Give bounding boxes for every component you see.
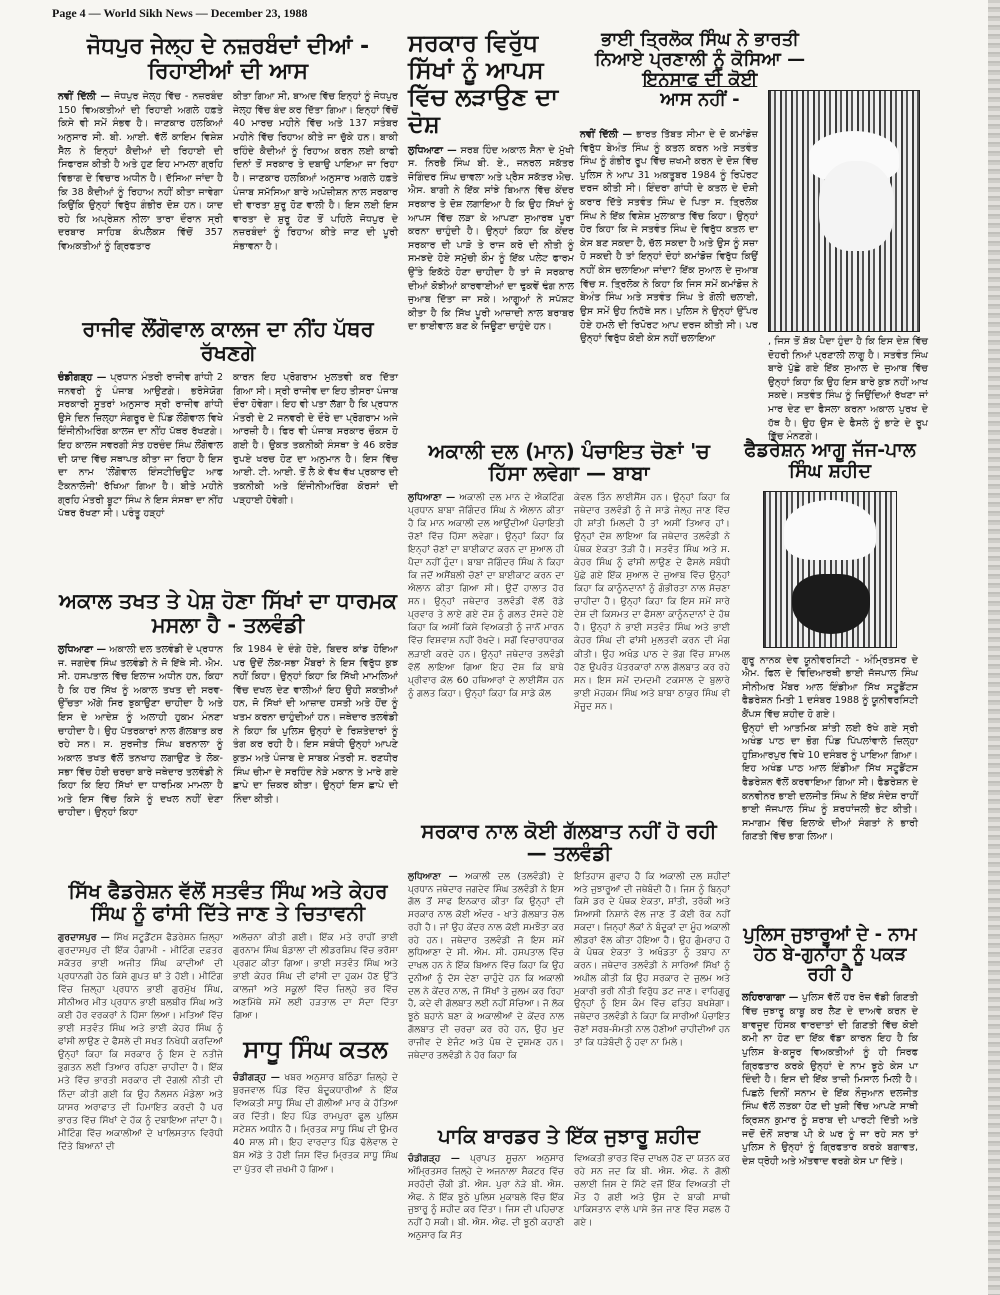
- body-text: ਕੇਵਲ ਤਿੰਨ ਲਾਈਸੈਂਸ ਹਨ। ਉਨ੍ਹਾਂ ਕਿਹਾ ਕਿ ਜਥੇਦਾਰ ਤਲਵੰਡੀ ਨੂੰ ਜੇ ਸਾਡੇ ਜੇਲ੍ਹ ਜਾਣ ਵਿੱਚ ਹੀ ਸ਼ਾਂਤੀ ਮਿਲਦੀ ਹੈ ਤਾਂ ਅਸੀਂ ਤਿਆਰ ਹਾਂ। ਉਨ੍ਹਾਂ ਦੋਸ਼ ਲਾਇਆ ਕਿ ਜਥੇਦਾਰ ਤਲਵੰਡੀ ਨੇ ਪੰਥਕ ਏਕਤਾ ਤੋੜੀ ਹੈ। ਸਤਵੰਤ ਸਿੰਘ ਅਤੇ ਸ. ਕੇਹਰ ਸਿੰਘ ਨੂੰ ਫਾਂਸੀ ਲਾਉਣ ਦੇ ਫੈਸਲੇ ਸਬੰਧੀ ਪੁੱਛੇ ਗਏ ਇੱਕ ਸੁਆਲ ਦੇ ਜੁਆਬ ਵਿੱਚ ਉਨ੍ਹਾਂ ਕਿਹਾ ਕਿ ਕਾਨੂੰਨਦਾਨਾਂ ਨੂੰ ਗੰਭੀਰਤਾ ਨਾਲ ਸੋਚਣਾ ਚਾਹੀਦਾ ਹੈ। ਉਨ੍ਹਾਂ ਕਿਹਾ ਕਿ ਇਸ ਸਮੇਂ ਸਾਰੇ ਦੇਸ਼ ਦੀ ਕਿਸਮਤ ਦਾ ਫੈਸਲਾ ਕਾਨੂੰਨਦਾਨਾਂ ਦੇ ਹੱਥ ਹੈ। ਉਨ੍ਹਾਂ ਨੇ ਭਾਈ ਸਤਵੰਤ ਸਿੰਘ ਅਤੇ ਭਾਈ ਕੇਹਰ ਸਿੰਘ ਦੀ ਫਾਂਸੀ ਮੁਲਤਵੀ ਕਰਨ ਦੀ ਮੰਗ ਕੀਤੀ। ਉਹ ਅਖੰਡ ਪਾਠ ਦੇ ਭੋਗ ਵਿੱਚ ਸ਼ਾਮਲ ਹੋਣ ਉਪਰੰਤ ਪੱਤਰਕਾਰਾਂ ਨਾਲ ਗੱਲਬਾਤ ਕਰ ਰਹੇ ਸਨ। ਇਸ ਸਮੇਂ ਦਮਦਮੀ ਟਕਸਾਲ ਦੇ ਬੁਲਾਰੇ ਭਾਈ ਮੋਹਕਮ ਸਿੰਘ ਅਤੇ ਬਾਬਾ ਠਾਕੁਰ ਸਿੰਘ ਵੀ ਮੌਜੂਦ ਸਨ।: [574, 491, 730, 712]
- column: [58, 90, 223, 253]
- headline-part: ਆਸ ਨਹੀਂ -: [660, 89, 740, 111]
- article-no-talks: [408, 820, 730, 1062]
- headline: ਪਾਕਿ ਬਾਰਡਰ ਤੇ ਇੱਕ ਜੁਝਾਰੂ ਸ਼ਹੀਦ: [438, 1124, 700, 1148]
- body-text: ਅਕਾਲੀ ਦਲ (ਤਲਵੰਡੀ) ਦੇ ਪ੍ਰਧਾਨ ਜਥੇਦਾਰ ਜਗਦੇਵ ਸਿੰਘ ਤਲਵੰਡੀ ਨੇ ਇਸ ਗੱਲ ਤੋਂ ਸਾਫ ਇਨਕਾਰ ਕੀਤਾ ਕਿ ਉਨ੍ਹਾਂ ਦੀ ਸਰਕਾਰ ਨਾਲ ਕੋਈ ਅੰਦਰ - ਖਾਤੇ ਗੱਲਬਾਤ ਚੱਲ ਰਹੀ ਹੈ। ਜਾਂ ਉਹ ਕੇਂਦਰ ਨਾਲ ਕੋਈ ਸਮਝੌਤਾ ਕਰ ਰਹੇ ਹਨ। ਜਥੇਦਾਰ ਤਲਵੰਡੀ ਜੋ ਇਸ ਸਮੇਂ ਲੁਧਿਆਣਾ ਦੇ ਸੀ. ਐਮ. ਸੀ. ਹਸਪਤਾਲ ਵਿੱਚ ਦਾਖਲ ਹਨ ਨੇ ਇੱਕ ਬਿਆਨ ਵਿੱਚ ਕਿਹਾ ਕਿ ਉਹ ਦੁਨੀਆਂ ਨੂੰ ਦੱਸ ਦੇਣਾ ਚਾਹੁੰਦੇ ਹਨ ਕਿ ਅਕਾਲੀ ਦਲ ਨੇ ਕੇਂਦਰ ਨਾਲ, ਜੋ ਸਿੱਖਾਂ ਤੇ ਜ਼ੁਲਮ ਕਰ ਰਿਹਾ ਹੈ, ਕਦੇ ਵੀ ਗੱਲਬਾਤ ਲਈ ਨਹੀਂ ਸੋਚਿਆ। ਜੋ ਲੋਕ ਝੂਠੇ ਬਹਾਨੇ ਬਣਾ ਕੇ ਅਕਾਲੀਆਂ ਦੇ ਕੇਂਦਰ ਨਾਲ ਗੱਲਬਾਤ ਦੀ ਚਰਚਾ ਕਰ ਰਹੇ ਹਨ, ਉਹ ਖੁਦ ਰਾਜੀਵ ਦੇ ਏਜੰਟ ਅਤੇ ਪੰਥ ਦੇ ਦੁਸ਼ਮਣ ਹਨ। ਜਥੇਦਾਰ ਤਲਵੰਡੀ ਨੇ ਹੋਰ ਕਿਹਾ ਕਿ: [408, 871, 564, 1061]
- headline: ਸਰਕਾਰ ਨਾਲ ਕੋਈ ਗੱਲਬਾਤ ਨਹੀਂ ਹੋ ਰਹੀ — ਤਲਵੰਡੀ: [421, 819, 717, 866]
- dateline: ਚੰਡੀਗੜ੍ਹ —: [408, 1154, 460, 1165]
- article-akali-panchayat: [408, 440, 730, 713]
- column: [580, 128, 758, 346]
- dateline: ਨਵੀਂ ਦਿੱਲੀ —: [580, 129, 633, 140]
- body-text: ਅਲੋਚਨਾ ਕੀਤੀ ਗਈ। ਇੱਕ ਮਤੇ ਰਾਹੀਂ ਭਾਈ ਗੁਰਨਾਮ ਸਿੰਘ ਬੰਡਾਲਾ ਦੀ ਲੀਡਰਸ਼ਿਪ ਵਿੱਚ ਭਰੋਸਾ ਪ੍ਰਗਟ ਕੀਤਾ ਗਿਆ। ਭਾਈ ਸਤਵੰਤ ਸਿੰਘ ਅਤੇ ਭਾਈ ਕੇਹਰ ਸਿੰਘ ਦੀ ਫਾਂਸੀ ਦਾ ਹੁਕਮ ਹੋਣ ਉੱਤੇ ਕਾਲਜਾਂ ਅਤੇ ਸਕੂਲਾਂ ਵਿੱਚ ਜ਼ਿਲ੍ਹੇ ਭਰ ਵਿੱਚ ਅਣਮਿੱਥੇ ਸਮੇਂ ਲਈ ਹੜਤਾਲ ਦਾ ਸੱਦਾ ਦਿੱਤਾ ਗਿਆ।: [233, 931, 398, 1022]
- headline: ਸਿੱਖ ਫੈਡਰੇਸ਼ਨ ਵੱਲੋਂ ਸਤਵੰਤ ਸਿੰਘ ਅਤੇ ਕੇਹਰ ਸਿੰਘ ਨੂੰ ਫਾਂਸੀ ਦਿੱਤੇ ਜਾਣ ਤੇ ਚਿਤਾਵਨੀ: [68, 879, 388, 926]
- headline: ਅਕਾਲ ਤਖਤ ਤੇ ਪੇਸ਼ ਹੋਣਾ ਸਿੱਖਾਂ ਦਾ ਧਾਰਮਕ ਮਸਲਾ ਹੈ - ਤਲਵੰਡੀ: [59, 589, 397, 637]
- column: [58, 371, 223, 521]
- headline: ਸਰਕਾਰ ਵਿਰੁੱਧ ਸਿੱਖਾਂ ਨੂੰ ਆਪਸ ਵਿੱਚ ਲੜਾਉਣ ਦਾ ਦੋਸ਼: [408, 29, 559, 138]
- column: [233, 643, 398, 820]
- dateline: ਲੁਧਿਆਣਾ —: [408, 491, 456, 503]
- body-text: , ਜਿਸ ਤੋਂ ਸ਼ੱਕ ਪੈਦਾ ਹੁੰਦਾ ਹੈ ਕਿ ਇਸ ਦੇਸ਼ ਵਿੱਚ ਦੋਹਰੀ ਨਿਆਂ ਪ੍ਰਣਾਲੀ ਲਾਗੂ ਹੈ। ਸਤਵੰਤ ਸਿੰਘ ਬਾਰੇ ਪੁੱਛੇ ਗਏ ਇੱਕ ਸੁਆਲ ਦੇ ਜੁਆਬ ਵਿੱਚ ਉਨ੍ਹਾਂ ਕਿਹਾ ਕਿ ਉਹ ਇਸ ਬਾਰੇ ਕੁਝ ਨਹੀਂ ਆਖ ਸਕਦੇ। ਸਤਵੰਤ ਸਿੰਘ ਨੂੰ ਜਿਉਂਦਿਆਂ ਰੱਖਣਾ ਜਾਂ ਮਾਰ ਦੇਣ ਦਾ ਫੈਸਲਾ ਕਰਨਾ ਅਕਾਲ ਪੁਰਖ ਦੇ ਹੱਥ ਹੈ। ਉਹ ਉਸ ਦੇ ਫੈਸਲੇ ਨੂੰ ਭਾਣੇ ਦੇ ਰੂਪ ਵਿੱਚ ਮੰਨਣਗੇ।: [768, 336, 928, 443]
- body-text: ਕੀਤਾ ਗਿਆ ਸੀ, ਬਾਅਦ ਵਿੱਚ ਇਨ੍ਹਾਂ ਨੂੰ ਜੋਧਪੁਰ ਜੇਲ੍ਹ ਵਿੱਚ ਬੰਦ ਕਰ ਦਿੱਤਾ ਗਿਆ। ਇਨ੍ਹਾਂ ਵਿੱਚੋਂ 40 ਮਾਰਚ ਮਹੀਨੇ ਵਿੱਚ ਅਤੇ 137 ਸਤੰਬਰ ਮਹੀਨੇ ਵਿੱਚ ਰਿਹਾਅ ਕੀਤੇ ਜਾ ਚੁੱਕੇ ਹਨ। ਬਾਕੀ ਰਹਿੰਦੇ ਕੈਦੀਆਂ ਨੂੰ ਰਿਹਾਅ ਕਰਨ ਲਈ ਕਾਫੀ ਦਿਨਾਂ ਤੋਂ ਸਰਕਾਰ ਤੇ ਦਬਾਉ ਪਾਇਆ ਜਾ ਰਿਹਾ ਹੈ। ਜਾਣਕਾਰ ਹਲਕਿਆਂ ਅਨੁਸਾਰ ਅਗਲੇ ਹਫ਼ਤੇ ਪੰਜਾਬ ਸਮੱਸਿਆ ਬਾਰੇ ਅਪੋਜ਼ੀਸ਼ਨ ਨਾਲ ਸਰਕਾਰ ਦੀ ਵਾਰਤਾ ਸ਼ੁਰੂ ਹੋਣ ਵਾਲੀ ਹੈ। ਇਸ ਲਈ ਇਸ ਵਾਰਤਾ ਦੇ ਸ਼ੁਰੂ ਹੋਣ ਤੋਂ ਪਹਿਲੇ ਜੋਧਪੁਰ ਦੇ ਨਜ਼ਰਬੰਦਾਂ ਨੂੰ ਰਿਹਾਅ ਕੀਤੇ ਜਾਣ ਦੀ ਪੂਰੀ ਸੰਭਾਵਨਾ ਹੈ।: [233, 91, 398, 252]
- dateline: ਲੁਧਿਆਣਾ —: [58, 644, 107, 656]
- page-folio: Page 4 — World Sikh News — December 23, 1988: [52, 6, 308, 20]
- column: [742, 991, 918, 1168]
- column: [574, 871, 730, 1062]
- dateline: ਗੁਰਦਾਸਪੁਰ —: [58, 931, 110, 943]
- photo-turban: [784, 500, 876, 560]
- body-text: ਜੋਧਪੁਰ ਜੇਲ੍ਹ ਵਿੱਚ - ਨਜ਼ਰਬੰਦ 150 ਵਿਅਕਤੀਆਂ ਦੀ ਰਿਹਾਈ ਅਗਲੇ ਹਫ਼ਤੇ ਕਿਸੇ ਵੀ ਸਮੇਂ ਸੰਭਵ ਹੈ। ਜਾਣਕਾਰ ਹਲਕਿਆਂ ਅਨੁਸਾਰ ਸੀ. ਬੀ. ਆਈ. ਵੱਲੋਂ ਕਾਇਮ ਵਿਸ਼ੇਸ਼ ਸੈੱਲ ਨੇ ਇਨ੍ਹਾਂ ਕੈਦੀਆਂ ਦੀ ਰਿਹਾਈ ਦੀ ਸਿਫਾਰਸ਼ ਕੀਤੀ ਹੈ ਅਤੇ ਹੁਣ ਇਹ ਮਾਮਲਾ ਗ੍ਰਹਿ ਵਿਭਾਗ ਦੇ ਵਿਚਾਰ ਅਧੀਨ ਹੈ। ਦੱਸਿਆ ਜਾਂਦਾ ਹੈ ਕਿ 38 ਕੈਦੀਆਂ ਨੂੰ ਰਿਹਾਅ ਨਹੀਂ ਕੀਤਾ ਜਾਵੇਗਾ ਕਿਉਂਕਿ ਉਨ੍ਹਾਂ ਵਿਰੁੱਧ ਗੰਭੀਰ ਦੋਸ਼ ਹਨ। ਯਾਦ ਰਹੇ ਕਿ ਅਪ੍ਰੇਸ਼ਨ ਨੀਲਾ ਤਾਰਾ ਦੌਰਾਨ ਸ੍ਰੀ ਦਰਬਾਰ ਸਾਹਿਬ ਕੰਪਲੈਕਸ ਵਿੱਚੋਂ 357 ਵਿਅਕਤੀਆਂ ਨੂੰ ਗ੍ਰਿਫਤਾਰ: [58, 91, 223, 252]
- headline-sadhu-singh: ਸਾਧੂ ਸਿੰਘ ਕਤਲ: [243, 1035, 388, 1064]
- dateline: ਲੁਧਿਆਣਾ —: [408, 144, 457, 156]
- article-trilok: [580, 29, 980, 443]
- body-text: ਕਿ 1984 ਦੇ ਦੰਗੇ ਹੋਏ, ਬਿਦਰ ਕਾਂਡ ਹੋਇਆ ਪਰ ਉਦੋਂ ਲੋਕ-ਸਭਾ ਮੈਂਬਰਾਂ ਨੇ ਇਸ ਵਿਰੁੱਧ ਕੁਝ ਨਹੀਂ ਕਿਹਾ। ਉਨ੍ਹਾਂ ਕਿਹਾ ਕਿ ਸਿੱਖੀ ਮਾਮਲਿਆਂ ਵਿੱਚ ਦਖਲ ਦੇਣ ਵਾਲੀਆਂ ਇਹ ਉਹੀ ਸ਼ਕਤੀਆਂ ਹਨ, ਜੋ ਸਿੱਖਾਂ ਦੀ ਆਜ਼ਾਦ ਹਸਤੀ ਅਤੇ ਹੋਂਦ ਨੂੰ ਖਤਮ ਕਰਨਾ ਚਾਹੁੰਦੀਆਂ ਹਨ। ਜਥੇਦਾਰ ਤਲਵੰਡੀ ਨੇ ਕਿਹਾ ਕਿ ਪੁਲਿਸ ਉਨ੍ਹਾਂ ਦੇ ਰਿਸ਼ਤੇਦਾਰਾਂ ਨੂੰ ਤੰਗ ਕਰ ਰਹੀ ਹੈ। ਇਸ ਸਬੰਧੀ ਉਨ੍ਹਾਂ ਆਪਣੇ ਕੁਤਮ ਅਤੇ ਪੰਜਾਬ ਦੇ ਸਾਬਕ ਮੰਤਰੀ ਸ. ਰਣਧੀਰ ਸਿੰਘ ਚੀਮਾ ਦੇ ਸਰਹਿੰਦ ਨੇੜੇ ਮਕਾਨ ਤੇ ਮਾਰੇ ਗਏ ਛਾਪੇ ਦਾ ਜ਼ਿਕਰ ਕੀਤਾ। ਉਨ੍ਹਾਂ ਇਸ ਛਾਪੇ ਦੀ ਨਿੰਦਾ ਕੀਤੀ।: [233, 644, 398, 805]
- photo-beard: [792, 574, 870, 634]
- dateline: ਚੰਡੀਗੜ੍ਹ —: [233, 1072, 280, 1084]
- column: [233, 371, 398, 521]
- column: [574, 1153, 730, 1242]
- body-text: ਕਾਰਨ ਇਹ ਪ੍ਰੋਗਰਾਮ ਮੁਲਤਵੀ ਕਰ ਦਿੱਤਾ ਗਿਆ ਸੀ। ਸ੍ਰੀ ਰਾਜੀਵ ਦਾ ਇਹ ਤੀਸਰਾ ਪੰਜਾਬ ਦੌਰਾ ਹੋਵੇਗਾ। ਇਹ ਵੀ ਪਤਾ ਲੱਗਾ ਹੈ ਕਿ ਪ੍ਰਧਾਨ ਮੰਤਰੀ ਦੇ 2 ਜਨਵਰੀ ਦੇ ਦੌਰੇ ਦਾ ਪ੍ਰੋਗਰਾਮ ਅਜੇ ਆਰਜ਼ੀ ਹੈ। ਫਿਰ ਵੀ ਪੰਜਾਬ ਸਰਕਾਰ ਚੌਕਸ ਹੋ ਗਈ ਹੈ। ਉਕਤ ਤਕਨੀਕੀ ਸੰਸਥਾ ਤੇ 46 ਕਰੋੜ ਰੁਪਏ ਖਰਚ ਹੋਣ ਦਾ ਅਨੁਮਾਨ ਹੈ। ਇਸ ਵਿੱਚ ਆਈ. ਟੀ. ਆਈ. ਤੋਂ ਲੈ ਕੇ ਵੱਖ ਵੱਖ ਪ੍ਰਕਾਰ ਦੀ ਤਕਨੀਕੀ ਅਤੇ ਇੰਜੀਨੀਅਰਿੰਗ ਕੋਰਸਾਂ ਦੀ ਪੜ੍ਹਾਈ ਹੋਵੇਗੀ।: [233, 372, 398, 506]
- column: [574, 491, 730, 713]
- column: [408, 491, 564, 713]
- article-jaspal: [742, 440, 918, 844]
- body-text: ਸਿੱਖ ਸਟੂਡੈਂਟਸ ਫੈਡਰੇਸ਼ਨ ਜ਼ਿਲ੍ਹਾ ਗੁਰਦਾਸਪੁਰ ਦੀ ਇੱਕ ਹੰਗਾਮੀ - ਮੀਟਿੰਗ ਦਫ਼ਤਰ ਸਕੱਤਰ ਭਾਈ ਅਜੀਤ ਸਿੰਘ ਕਾਦੀਆਂ ਦੀ ਪ੍ਰਧਾਨਗੀ ਹੇਠ ਕਿਸੇ ਗੁਪਤ ਥਾਂ ਤੇ ਹੋਈ। ਮੀਟਿੰਗ ਵਿੱਚ ਜ਼ਿਲ੍ਹਾ ਪ੍ਰਧਾਨ ਭਾਈ ਗੁਰਮੁੱਖ ਸਿੰਘ, ਸੀਨੀਅਰ ਮੀਤ ਪ੍ਰਧਾਨ ਭਾਈ ਬਲਬੀਰ ਸਿੰਘ ਅਤੇ ਕਈ ਹੋਰ ਵਰਕਰਾਂ ਨੇ ਹਿੱਸਾ ਲਿਆ। ਮਤਿਆਂ ਵਿੱਚ ਭਾਈ ਸਤਵੰਤ ਸਿੰਘ ਅਤੇ ਭਾਈ ਕੇਹਰ ਸਿੰਘ ਨੂੰ ਫਾਂਸੀ ਲਾਉਣ ਦੇ ਫੈਸਲੇ ਦੀ ਸਖਤ ਨਿਖੇਧੀ ਕਰਦਿਆਂ ਉਨ੍ਹਾਂ ਕਿਹਾ ਕਿ ਸਰਕਾਰ ਨੂੰ ਇਸ ਦੇ ਨਤੀਜੇ ਭੁਗਤਨ ਲਈ ਤਿਆਰ ਰਹਿਣਾ ਚਾਹੀਦਾ ਹੈ। ਇੱਕ ਮਤੇ ਵਿੱਚ ਭਾਰਤੀ ਸਰਕਾਰ ਦੀ ਦੋਗਲੀ ਨੀਤੀ ਦੀ ਨਿੰਦਾ ਕੀਤੀ ਗਈ ਕਿ ਉਹ ਨੈਲਸਨ ਮੰਡੇਲਾ ਅਤੇ ਯਾਸਰ ਅਰਾਫਾਤ ਦੀ ਹਿਮਾਇਤ ਕਰਦੀ ਹੈ ਪਰ ਭਾਰਤ ਵਿੱਚ ਸਿੱਖਾਂ ਦੇ ਹੱਕ ਨੂੰ ਦਬਾਇਆ ਜਾਂਦਾ ਹੈ। ਮੀਟਿੰਗ ਵਿੱਚ ਅਕਾਲੀਆਂ ਦੇ ਖਾਲਿਸਤਾਨ ਵਿਰੋਧੀ ਦਿੱਤੇ ਬਿਆਨਾਂ ਦੀ: [58, 931, 223, 1152]
- column: [233, 90, 398, 253]
- dateline: ਲੁਧਿਆਣਾ —: [408, 871, 458, 882]
- article-pak-border: [408, 1125, 730, 1243]
- headline: ਫੈਡਰੇਸ਼ਨ ਆਗੂ ਜੱਜ-ਪਾਲ ਸਿੰਘ ਸ਼ਹੀਦ: [744, 439, 916, 483]
- photo-face: [819, 161, 894, 251]
- body-text: ਪ੍ਰਾਪਤ ਸੂਚਨਾ ਅਨੁਸਾਰ ਅੰਮ੍ਰਿਤਸਰ ਜ਼ਿਲ੍ਹੇ ਦੇ ਅਜਨਾਲਾ ਸੈਕਟਰ ਵਿੱਚ ਸਰਹੱਦੀ ਚੌਂਕੀ ਡੀ. ਐਸ. ਪੁਰਾ ਨੇੜੇ ਬੀ. ਐਸ. ਐਫ. ਨੇ ਇੱਕ ਝੂਠੇ ਪੁਲਿਸ ਮੁਕਾਬਲੇ ਵਿੱਚ ਇੱਕ ਜੁਝਾਰੂ ਨੂੰ ਸ਼ਹੀਦ ਕਰ ਦਿੱਤਾ। ਜਿਸ ਦੀ ਪਹਿਚਾਣ ਨਹੀਂ ਹੋ ਸਕੀ। ਬੀ. ਐਸ. ਐਫ. ਦੀ ਝੂਠੀ ਕਹਾਣੀ ਅਨੁਸਾਰ ਕਿ ਸੱਤ: [408, 1154, 564, 1241]
- headline: ਅਕਾਲੀ ਦਲ (ਮਾਨ) ਪੰਚਾਇਤ ਚੋਣਾਂ 'ਚ ਹਿੱਸਾ ਲਵੇਗਾ — ਬਾਬਾ: [428, 439, 710, 486]
- article-jodhpur: [58, 35, 398, 254]
- photo-jaspal-singh: [763, 491, 897, 648]
- article-sarkar-virudh: [408, 30, 574, 334]
- body-text: ਸਰਬ ਹਿੰਦ ਅਕਾਲ ਸੈਨਾ ਦੇ ਮੁੱਖੀ ਸ. ਨਿਰਭੈ ਸਿੰਘ ਬੀ. ਏ., ਜਨਰਲ ਸਕੱਤਰ ਜੋਗਿੰਦਰ ਸਿੰਘ ਚਾਵਲਾ ਅਤੇ ਪ੍ਰੈਸ ਸਕੱਤਰ ਐਚ. ਐਸ. ਬਾਗੀ ਨੇ ਇੱਕ ਸਾਂਝੇ ਬਿਆਨ ਵਿੱਚ ਕੇਂਦਰ ਸਰਕਾਰ ਤੇ ਦੋਸ਼ ਲਗਾਇਆ ਹੈ ਕਿ ਉਹ ਸਿੱਖਾਂ ਨੂੰ ਆਪਸ ਵਿੱਚ ਲੜਾ ਕੇ ਆਪਣਾ ਸੁਆਰਥ ਪੂਰਾ ਕਰਨਾ ਚਾਹੁੰਦੀ ਹੈ। ਉਨ੍ਹਾਂ ਕਿਹਾ ਕਿ ਕੇਂਦਰ ਸਰਕਾਰ ਦੀ ਪਾੜੋ ਤੇ ਰਾਜ ਕਰੋ ਦੀ ਨੀਤੀ ਨੂੰ ਸਮਝਦੇ ਹੋਏ ਸਮੁੱਚੀ ਕੌਮ ਨੂੰ ਇੱਕ ਪਲੇਟ ਫਾਰਮ ਉੱਤੇ ਇਕੱਠੇ ਹੋਣਾ ਚਾਹੀਦਾ ਹੈ ਤਾਂ ਜੋ ਸਰਕਾਰ ਦੀਆਂ ਕੋਝੀਆਂ ਕਾਰਵਾਈਆਂ ਦਾ ਢੁਕਵੇਂ ਢੰਗ ਨਾਲ ਜੁਆਬ ਦਿੱਤਾ ਜਾ ਸਕੇ। ਆਗੂਆਂ ਨੇ ਸਪੱਸ਼ਟ ਕੀਤਾ ਹੈ ਕਿ ਸਿੱਖ ਪੂਰੀ ਆਜ਼ਾਦੀ ਨਾਲ ਬਰਾਬਰ ਦਾ ਭਾਈਵਾਲ ਬਣ ਕੇ ਜਿਊਣਾ ਚਾਹੁੰਦੇ ਹਨ।: [408, 144, 574, 333]
- scan-edge: [988, 0, 1000, 1295]
- body-text: ਖਬਰ ਅਨੁਸਾਰ ਬਠਿੰਡਾ ਜ਼ਿਲ੍ਹੇ ਦੇ ਬੁਰਜਵਾਲ ਪਿੰਡ ਵਿੱਚ ਬੰਦੂਕਧਾਰੀਆਂ ਨੇ ਇੱਕ ਵਿਅਕਤੀ ਸਾਧੂ ਸਿੰਘ ਦੀ ਗੋਲੀਆਂ ਮਾਰ ਕੇ ਹੱਤਿਆ ਕਰ ਦਿੱਤੀ। ਇਹ ਪਿੰਡ ਰਾਮਪੁਰਾ ਫੂਲ ਪੁਲਿਸ ਸਟੇਸ਼ਨ ਅਧੀਨ ਹੈ। ਮ੍ਰਿਤਕ ਸਾਧੂ ਸਿੰਘ ਦੀ ਉਮਰ 40 ਸਾਲ ਸੀ। ਇਹ ਵਾਰਦਾਤ ਪਿੰਡ ਢੱਲੇਵਾਲ ਦੇ ਬੱਸ ਅੱਡੇ ਤੇ ਹੋਈ ਜਿਸ ਵਿੱਚ ਮ੍ਰਿਤਕ ਸਾਧੂ ਸਿੰਘ ਦਾ ਪੁੱਤਰ ਵੀ ਜ਼ਖਮੀ ਹੋ ਗਿਆ।: [233, 1072, 399, 1175]
- column: [408, 871, 564, 1062]
- column: [408, 1153, 564, 1242]
- dateline: ਚੰਡੀਗੜ੍ਹ —: [58, 372, 107, 384]
- column: [742, 654, 918, 845]
- headline: ਜੋਧਪੁਰ ਜੇਲ੍ਹ ਦੇ ਨਜ਼ਰਬੰਦਾਂ ਦੀਆਂ - ਰਿਹਾਈਆਂ ਦੀ ਆਸ: [86, 34, 370, 84]
- dateline: ਨਵੀਂ ਦਿੱਲੀ —: [58, 91, 111, 103]
- column: [408, 144, 574, 335]
- headline: ਰਾਜੀਵ ਲੌਂਗੋਵਾਲ ਕਾਲਜ ਦਾ ਨੀਂਹ ਪੱਥਰ ਰੱਖਣਗੇ: [82, 317, 374, 365]
- column: [233, 931, 398, 1176]
- article-rajiv: [58, 318, 398, 521]
- column: [768, 335, 928, 444]
- body-text: ਪੁਲਿਸ ਵੱਲੋਂ ਹਰ ਰੋਜ਼ ਵੱਡੀ ਗਿਣਤੀ ਵਿੱਚ ਜੁਝਾਰੂ ਕਾਬੂ ਕਰ ਲੈਣ ਦੇ ਦਾਅਵੇ ਕਰਨ ਦੇ ਬਾਵਜੂਦ ਹਿੰਸਕ ਵਾਰਦਾਤਾਂ ਦੀ ਗਿਣਤੀ ਵਿੱਚ ਕੋਈ ਕਮੀ ਨਾ ਹੋਣ ਦਾ ਇੱਕ ਵੱਡਾ ਕਾਰਨ ਇਹ ਹੈ ਕਿ ਪੁਲਿਸ ਬੇ-ਕਸੂਰ ਵਿਅਕਤੀਆਂ ਨੂੰ ਹੀ ਸਿਰਫ ਗ੍ਰਿਫਤਾਰ ਕਰਕੇ ਉਨ੍ਹਾਂ ਦੇ ਨਾਮ ਝੂਠੇ ਕੇਸ ਪਾ ਦਿੰਦੀ ਹੈ। ਇਸ ਦੀ ਇੱਕ ਤਾਜ਼ੀ ਮਿਸਾਲ ਮਿਲੀ ਹੈ। ਪਿਛਲੇ ਦਿਨੀਂ ਸਨਾਮ ਦੇ ਇੱਕ ਨੌਜੁਆਨ ਦਲਜੀਤ ਸਿੰਘ ਵੱਲੋਂ ਲਤਕਾ ਹੋਣ ਦੀ ਖੁਸ਼ੀ ਵਿੱਚ ਆਪਣੇ ਸਾਥੀ ਕ੍ਰਿਸ਼ਨ ਕੁਮਾਰ ਨੂੰ ਸ਼ਰਾਬ ਦੀ ਪਾਰਟੀ ਦਿੱਤੀ ਅਤੇ ਜਦੋਂ ਦੋਨੋਂ ਸ਼ਰਾਬ ਪੀ ਕੇ ਘਰ ਨੂੰ ਜਾ ਰਹੇ ਸਨ ਤਾਂ ਪੁਲਿਸ ਨੇ ਉਨ੍ਹਾਂ ਨੂੰ ਗ੍ਰਿਫਤਾਰ ਕਰਕੇ ਬਗਾਵਤ, ਦੇਸ਼ ਧ੍ਰੋਹੀ ਅਤੇ ਅੱਤਵਾਦ ਵਰਗੇ ਕੇਸ ਪਾ ਦਿੱਤੇ।: [742, 992, 918, 1167]
- column: [58, 931, 223, 1176]
- body-text: ਇਤਿਹਾਸ ਗੁਵਾਹ ਹੈ ਕਿ ਅਕਾਲੀ ਦਲ ਸ਼ਹੀਦਾਂ ਅਤੇ ਜੁਝਾਰੂਆਂ ਦੀ ਜਥੇਬੰਦੀ ਹੈ। ਜਿਸ ਨੂੰ ਬਿਨ੍ਹਾਂ ਕਿਸੇ ਡਰ ਦੇ ਪੰਥਕ ਏਕਤਾ, ਸ਼ਾਂਤੀ, ਤਰੱਕੀ ਅਤੇ ਸਿਆਸੀ ਨਿਸ਼ਾਨੇ ਵੱਲ ਜਾਣ ਤੋਂ ਕੋਈ ਰੋਕ ਨਹੀਂ ਸਕਦਾ। ਜਿਨ੍ਹਾਂ ਲੋਕਾਂ ਨੇ ਬੰਦੂਕਾਂ ਦਾ ਮੂੰਹ ਅਕਾਲੀ ਲੀਡਰਾਂ ਵੱਲ ਕੀਤਾ ਹੋਇਆ ਹੈ। ਉਹ ਗੁੰਮਰਾਹ ਹੋ ਕੇ ਪੰਥਕ ਏਕਤਾ ਤੇ ਅਖੰਡਤਾ ਨੂੰ ਤਬਾਹ ਨਾ ਕਰਨ। ਜਥੇਦਾਰ ਤਲਵੰਡੀ ਨੇ ਸਾਰਿਆਂ ਸਿੱਖਾਂ ਨੂੰ ਅਪੀਲ ਕੀਤੀ ਕਿ ਉਹ ਸਰਕਾਰ ਦੇ ਜ਼ੁਲਮ ਅਤੇ ਮੁਕਾਰੀ ਭਰੀ ਨੀਤੀ ਵਿਰੁੱਧ ਡਟ ਜਾਣ। ਵਾਹਿਗੁਰੂ ਉਨ੍ਹਾਂ ਨੂੰ ਇਸ ਕੰਮ ਵਿੱਚ ਫਤਿਹ ਬਖਸ਼ੇਗਾ। ਜਥੇਦਾਰ ਤਲਵੰਡੀ ਨੇ ਕਿਹਾ ਕਿ ਸਾਰੀਆਂ ਪੰਚਾਇਤ ਚੋਣਾਂ ਸਰਬ-ਸੰਮਤੀ ਨਾਲ ਹੋਣੀਆਂ ਚਾਹੀਦੀਆਂ ਹਨ ਤਾਂ ਕਿ ਧੜੇਬੰਦੀ ਨੂੰ ਹਵਾ ਨਾ ਮਿਲੇ।: [574, 871, 730, 1048]
- dateline: ਲਹਿਰਾਗਾਗਾ —: [742, 992, 799, 1004]
- article-police: [742, 925, 918, 1168]
- headline-part: ਇਨਸਾਫ ਦੀ ਕੋਈ: [642, 69, 758, 91]
- photo-trilok-singh: [768, 90, 920, 332]
- headline-part: ਭਾਈ ਤ੍ਰਿਲੋਕ ਸਿੰਘ ਨੇ ਭਾਰਤੀ ਨਿਆਏ ਪ੍ਰਣਾਲੀ ਨੂੰ ਕੋਸਿਆ —: [594, 29, 806, 71]
- article-federation-warning: [58, 880, 398, 1176]
- article-akal-takht: [58, 590, 398, 820]
- body-text: ਪ੍ਰਧਾਨ ਮੰਤਰੀ ਰਾਜੀਵ ਗਾਂਧੀ 2 ਜਨਵਰੀ ਨੂੰ ਪੰਜਾਬ ਆਉਣਗੇ। ਭਰੋਸੇਯੋਗ ਸਰਕਾਰੀ ਸੂਤਰਾਂ ਅਨੁਸਾਰ ਸ੍ਰੀ ਰਾਜੀਵ ਗਾਂਧੀ ਉਸੇ ਦਿਨ ਜ਼ਿਲ੍ਹਾ ਸੰਗਰੂਰ ਦੇ ਪਿੰਡ ਲੌਂਗੋਵਾਲ ਵਿਖੇ ਇੰਜੀਨੀਅਰਿੰਗ ਕਾਲਜ ਦਾ ਨੀਂਹ ਪੱਥਰ ਰੱਖਣਗੇ। ਇਹ ਕਾਲਜ ਸਵਰਗੀ ਸੰਤ ਹਰਚੰਦ ਸਿੰਘ ਲੌਂਗੋਵਾਲ ਦੀ ਯਾਦ ਵਿੱਚ ਸਥਾਪਤ ਕੀਤਾ ਜਾ ਰਿਹਾ ਹੈ ਇਸ ਦਾ ਨਾਮ 'ਲੌਂਗੋਵਾਲ ਇੰਸਟੀਚਿਊਟ ਆਫ ਟੈਕਨਾਲੋਜੀ' ਰੱਖਿਆ ਗਿਆ ਹੈ। ਬੀਤੇ ਮਹੀਨੇ ਗ੍ਰਹਿ ਮੰਤਰੀ ਬੂਟਾ ਸਿੰਘ ਨੇ ਇਸ ਸੰਸਥਾ ਦਾ ਨੀਂਹ ਪੱਥਰ ਰੱਖਣਾ ਸੀ। ਪਰੰਤੂ ਹੜ੍ਹਾਂ: [58, 372, 224, 520]
- body-text: ਵਿਅਕਤੀ ਭਾਰਤ ਵਿੱਚ ਦਾਖਲ ਹੋਣ ਦਾ ਯਤਨ ਕਰ ਰਹੇ ਸਨ ਜਦ ਕਿ ਬੀ. ਐਸ. ਐਫ. ਨੇ ਗੋਲੀ ਚਲਾਈ ਜਿਸ ਦੇ ਸਿੱਟੇ ਵਜੋਂ ਇੱਕ ਵਿਅਕਤੀ ਦੀ ਮੌਤ ਹੋ ਗਈ ਅਤੇ ਉਸ ਦੇ ਬਾਕੀ ਸਾਥੀ ਪਾਕਿਸਤਾਨ ਵਾਲੇ ਪਾਸੇ ਭੱਜ ਜਾਣ ਵਿੱਚ ਸਫਲ ਹੋ ਗਏ।: [574, 1154, 730, 1229]
- body-text: ਭਾਰਤ ਤਿੱਬਤ ਸੀਮਾ ਦੇ ਦੋ ਕਮਾਂਡੋਜ਼ ਵਿਰੁੱਧ ਬੇਅੰਤ ਸਿੰਘ ਨੂੰ ਕਤਲ ਕਰਨ ਅਤੇ ਸਤਵੰਤ ਸਿੰਘ ਨੂੰ ਗੰਭੀਰ ਰੂਪ ਵਿੱਚ ਜ਼ਖਮੀ ਕਰਨ ਦੇ ਦੋਸ਼ ਵਿੱਚ ਪੁਲਿਸ ਨੇ ਆਪ 31 ਅਕਤੂਬਰ 1984 ਨੂੰ ਰਿਪੋਰਟ ਦਰਜ ਕੀਤੀ ਸੀ। ਇੰਦਰਾ ਗਾਂਧੀ ਦੇ ਕਤਲ ਦੇ ਦੋਸ਼ੀ ਕਰਾਰ ਦਿੱਤੇ ਸਤਵੰਤ ਸਿੰਘ ਦੇ ਪਿਤਾ ਸ. ਤ੍ਰਿਲੋਕ ਸਿੰਘ ਨੇ ਇੱਕ ਵਿਸ਼ੇਸ਼ ਮੁਲਾਕਾਤ ਵਿੱਚ ਕਿਹਾ। ਉਨ੍ਹਾਂ ਹੋਰ ਕਿਹਾ ਕਿ ਜੇ ਸਤਵੰਤ ਸਿੰਘ ਦੇ ਵਿਰੁੱਧ ਕਤਲ ਦਾ ਕੇਸ ਬਣ ਸਕਦਾ ਹੈ, ਚੱਲ ਸਕਦਾ ਹੈ ਅਤੇ ਉਸ ਨੂੰ ਸਜ਼ਾ ਹੋ ਸਕਦੀ ਹੈ ਤਾਂ ਇਨ੍ਹਾਂ ਦੋਹਾਂ ਕਮਾਂਡੋਜ਼ ਵਿਰੁੱਧ ਕਿਉਂ ਨਹੀਂ ਕੇਸ ਚਲਾਇਆ ਜਾਂਦਾ? ਇੱਕ ਸੁਆਲ ਦੇ ਜੁਆਬ ਵਿੱਚ ਸ. ਤ੍ਰਿਲੋਕ ਨੇ ਕਿਹਾ ਕਿ ਜਿਸ ਸਮੇਂ ਕਮਾਂਡੋਜ਼ ਨੇ ਬੇਅੰਤ ਸਿੰਘ ਅਤੇ ਸਤਵੰਤ ਸਿੰਘ ਤੇ ਗੋਲੀ ਚਲਾਈ, ਉਸ ਸਮੇਂ ਉਹ ਨਿਹੱਥੇ ਸਨ। ਪੁਲਿਸ ਨੇ ਉਨ੍ਹਾਂ ਉੱਪਰ ਹੋਏ ਹਮਲੇ ਦੀ ਰਿਪੋਰਟ ਆਪ ਦਰਜ ਕੀਤੀ ਸੀ। ਪਰ ਉਨ੍ਹਾਂ ਵਿਰੁੱਧ ਕੋਈ ਕੇਸ ਨਹੀਂ ਚਲਾਇਆ: [580, 129, 758, 345]
- body-text: ਗੁਰੂ ਨਾਨਕ ਦੇਵ ਯੂਨੀਵਰਸਿਟੀ - ਅੰਮ੍ਰਿਤਸਰ ਦੇ ਐਮ. ਫਿਲ ਦੇ ਵਿਦਿਆਰਥੀ ਭਾਈ ਜੱਜਪਾਲ ਸਿੰਘ ਸੀਨੀਅਰ ਮੈਂਬਰ ਆਲ ਇੰਡੀਆ ਸਿੱਖ ਸਟੂਡੈਂਟਸ ਫੈਡਰੇਸ਼ਨ ਮਿਤੀ 1 ਦਸੰਬਰ 1988 ਨੂੰ ਯੂਨੀਵਰਸਿਟੀ ਕੈਂਪਸ ਵਿੱਚ ਸ਼ਹੀਦ ਹੋ ਗਏ।: [742, 654, 918, 720]
- headline: ਪੁਲਿਸ ਜੁਝਾਰੂਆਂ ਦੇ - ਨਾਮ ਹੇਠ ਬੇ-ਗੁਨਾਂਹਾ ਨੂੰ ਪਕੜ ਰਹੀ ਹੈ: [743, 924, 917, 986]
- body-text: ਉਨ੍ਹਾਂ ਦੀ ਆਤਮਿਕ ਸ਼ਾਂਤੀ ਲਈ ਰੱਖੇ ਗਏ ਸ੍ਰੀ ਅਖੰਡ ਪਾਠ ਦਾ ਭੋਗ ਪਿੰਡ ਪਿੱਪਲਾਂਵਾਲੇ ਜ਼ਿਲ੍ਹਾ ਹੁਸ਼ਿਆਰਪੁਰ ਵਿਖੇ 10 ਦਸੰਬਰ ਨੂੰ ਪਾਇਆ ਗਿਆ। ਇਹ ਅਖੰਡ ਪਾਠ ਆਲ ਇੰਡੀਆ ਸਿੱਖ ਸਟੂਡੈਂਟਸ ਫੈਡਰੇਸ਼ਨ ਵੱਲੋਂ ਕਰਵਾਇਆ ਗਿਆ ਸੀ। ਫੈਡਰੇਸ਼ਨ ਦੇ ਕਨਵੀਨਰ ਭਾਈ ਦਲਜੀਤ ਸਿੰਘ ਨੇ ਇੱਕ ਸੰਦੇਸ਼ ਰਾਹੀਂ ਭਾਈ ਜੱਜਪਾਲ ਸਿੰਘ ਨੂੰ ਸ਼ਰਧਾਂਜਲੀ ਭੇਟ ਕੀਤੀ। ਸਮਾਗਮ ਵਿੱਚ ਇਲਾਕੇ ਦੀਆਂ ਸੰਗਤਾਂ ਨੇ ਭਾਰੀ ਗਿਣਤੀ ਵਿੱਚ ਭਾਗ ਲਿਆ।: [742, 722, 918, 843]
- column: [58, 643, 223, 820]
- body-text: ਅਕਾਲੀ ਦਲ ਮਾਨ ਦੇ ਐਕਟਿੰਗ ਪ੍ਰਧਾਨ ਬਾਬਾ ਜੋਗਿੰਦਰ ਸਿੰਘ ਨੇ ਐਲਾਨ ਕੀਤਾ ਹੈ ਕਿ ਮਾਨ ਅਕਾਲੀ ਦਲ ਆਉਂਦੀਆਂ ਪੰਚਾਇਤੀ ਚੋਣਾਂ ਵਿੱਚ ਹਿੱਸਾ ਲਵੇਗਾ। ਉਨ੍ਹਾਂ ਕਿਹਾ ਕਿ ਇਨ੍ਹਾਂ ਚੋਣਾਂ ਦਾ ਬਾਈਕਾਟ ਕਰਨ ਦਾ ਸੁਆਲ ਹੀ ਪੈਦਾ ਨਹੀਂ ਹੁੰਦਾ। ਬਾਬਾ ਜੋਗਿੰਦਰ ਸਿੰਘ ਨੇ ਕਿਹਾ ਕਿ ਜਦੋਂ ਅਸੈਂਬਲੀ ਚੋਣਾਂ ਦਾ ਬਾਈਕਾਟ ਕਰਨ ਦਾ ਐਲਾਨ ਕੀਤਾ ਗਿਆ ਸੀ। ਉਦੋਂ ਹਾਲਾਤ ਹੋਰ ਸਨ। ਉਨ੍ਹਾਂ ਜਥੇਦਾਰ ਤਲਵੰਡੀ ਵੱਲੋਂ ਰੋਡੇ ਪ੍ਰਵਾਰ ਤੇ ਲਾਏ ਗਏ ਦੋਸ਼ ਨੂੰ ਗਲਤ ਦੱਸਦੇ ਹੋਏ ਕਿਹਾ ਕਿ ਅਸੀਂ ਕਿਸੇ ਵਿਅਕਤੀ ਨੂੰ ਜਾਨੋਂ ਮਾਰਨ ਵਿੱਚ ਵਿਸ਼ਵਾਸ਼ ਨਹੀਂ ਰੱਖਦੇ। ਸਗੋਂ ਵਿਚਾਰਧਾਰਕ ਲੜਾਈ ਕਰਦੇ ਹਨ। ਉਨ੍ਹਾਂ ਜਥੇਦਾਰ ਤਲਵੰਡੀ ਵੱਲੋਂ ਲਾਇਆ ਗਿਆ ਇਹ ਦੋਸ਼ ਕਿ ਬਾਬੇ ਪ੍ਰੀਵਾਰ ਕੋਲ 60 ਹਥਿਆਰਾਂ ਦੇ ਲਾਈਸੈਂਸ ਹਨ ਨੂੰ ਗਲਤ ਕਿਹਾ। ਉਨ੍ਹਾਂ ਕਿਹਾ ਕਿ ਸਾਡੇ ਕੋਲ: [408, 491, 564, 699]
- body-text: ਅਕਾਲੀ ਦਲ ਤਲਵੰਡੀ ਦੇ ਪ੍ਰਧਾਨ ਜ. ਜਗਦੇਵ ਸਿੰਘ ਤਲਵੰਡੀ ਨੇ ਜੋ ਇੱਥੇ ਸੀ. ਐਮ. ਸੀ. ਹਸਪਤਾਲ ਵਿੱਚ ਇਲਾਜ ਅਧੀਨ ਹਨ, ਕਿਹਾ ਹੈ ਕਿ ਹਰ ਸਿੱਖ ਨੂੰ ਅਕਾਲ ਤਖਤ ਦੀ ਸਰਵ-ਉੱਚਤਾ ਅੱਗੇ ਸਿਰ ਝੁਕਾਉਣਾ ਚਾਹੀਦਾ ਹੈ ਅਤੇ ਇਸ ਦੇ ਆਦੇਸ਼ ਨੂੰ ਅਲਾਹੀ ਹੁਕਮ ਮੰਨਣਾ ਚਾਹੀਦਾ ਹੈ। ਉਹ ਪੱਤਰਕਾਰਾਂ ਨਾਲ ਗੱਲਬਾਤ ਕਰ ਰਹੇ ਸਨ। ਸ. ਸੁਰਜੀਤ ਸਿੰਘ ਬਰਨਾਲਾ ਨੂੰ ਅਕਾਲ ਤਖਤ ਵੱਲੋਂ ਤਨਖਾਹ ਲਗਾਉਣ ਤੇ ਲੋਕ-ਸਭਾ ਵਿੱਚ ਹੋਈ ਚਰਚਾ ਬਾਰੇ ਜਥੇਦਾਰ ਤਲਵੰਡੀ ਨੇ ਕਿਹਾ ਕਿ ਇਹ ਸਿੱਖਾਂ ਦਾ ਧਾਰਮਿਕ ਮਾਮਲਾ ਹੈ ਅਤੇ ਇਸ ਵਿੱਚ ਕਿਸੇ ਨੂੰ ਦਖਲ ਨਹੀਂ ਦੇਣਾ ਚਾਹੀਦਾ। ਉਨ੍ਹਾਂ ਕਿਹਾ: [58, 644, 223, 819]
